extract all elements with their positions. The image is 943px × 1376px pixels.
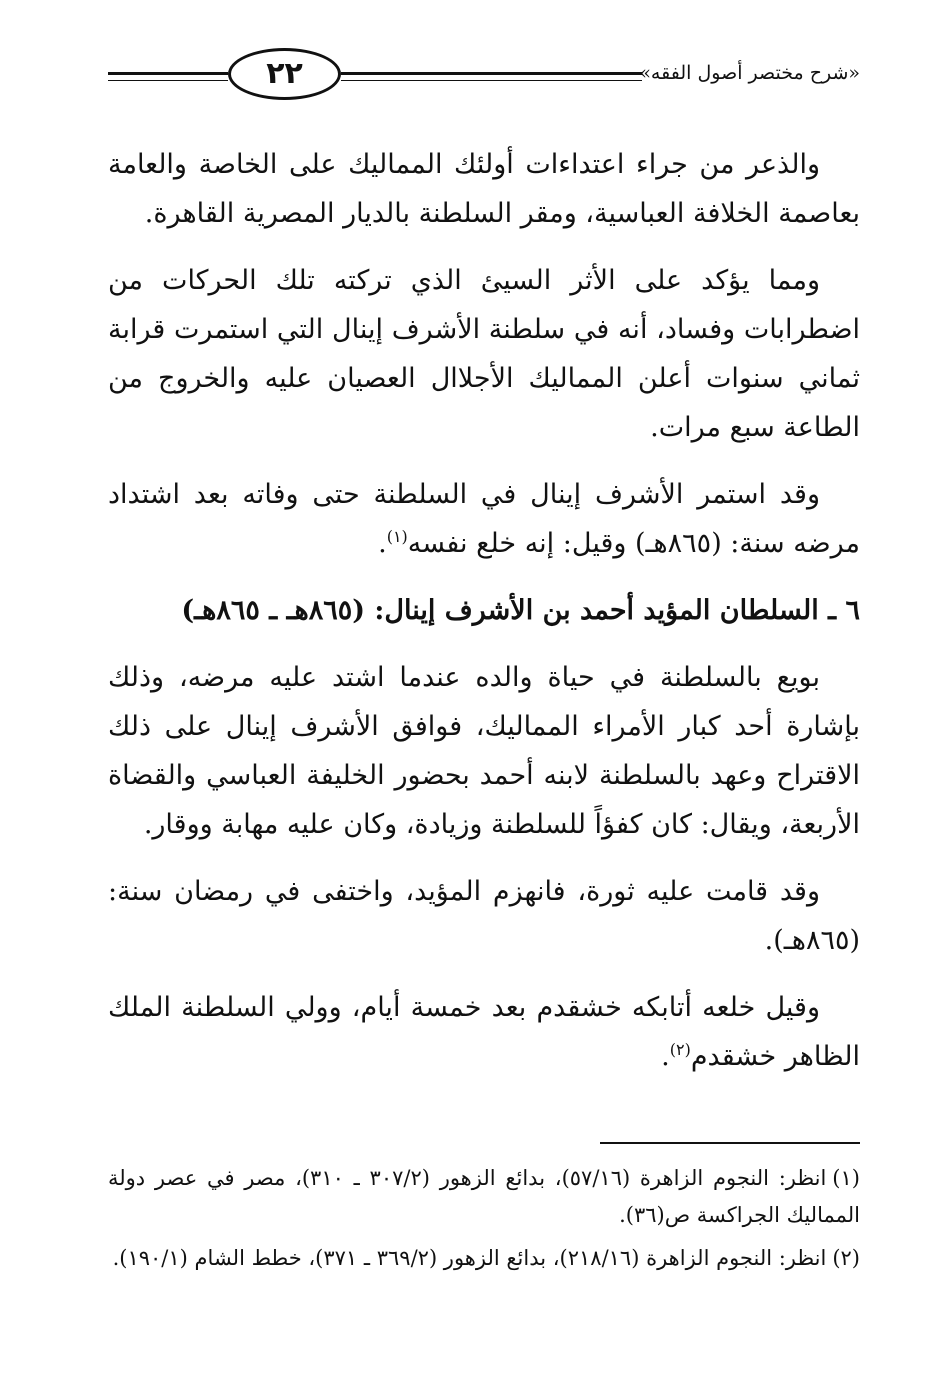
main-text [108, 140, 860, 1099]
footnote-number: (٢) [832, 1246, 860, 1270]
page-number: ٢٢ [228, 48, 341, 100]
footnote-1 [108, 1160, 860, 1234]
footnote-ref-2[interactable]: (٢) [669, 1040, 691, 1059]
paragraph-2: ومما يؤكد على الأثر السيئ الذي تركته تلك الحركات من اضطرابات وفساد، أنه في سلطنة الأشرف إينال التي استمرت قرابة ثماني سنوات أعلن المماليك الأجلاال العصيان عليه والخروج من الطاعة سبع مرات. [108, 265, 860, 443]
header-rule-left [108, 72, 228, 81]
section-heading: ٦ ـ السلطان المؤيد أحمد بن الأشرف إينال: (٨٦٥هـ ـ ٨٦٥هـ) [181, 595, 860, 626]
footnote-divider [600, 1142, 860, 1144]
paragraph-3-end: . [378, 528, 387, 559]
footnote-ref-1[interactable]: (١) [386, 527, 408, 546]
paragraph-3 [108, 470, 860, 568]
paragraph-6 [108, 983, 860, 1081]
header-rule-right [341, 72, 642, 81]
page-header [108, 48, 860, 108]
paragraph-5: وقد قامت عليه ثورة، فانهزم المؤيد، واختفى في رمضان سنة: (٨٦٥هـ). [108, 876, 860, 956]
paragraph-3-text: وقد استمر الأشرف إينال في السلطنة حتى وفاته بعد اشتداد مرضه سنة: (٨٦٥هـ) وقيل: إنه خلع نفسه [108, 479, 860, 559]
paragraph-6-text: وقيل خلعه أتابكه خشقدم بعد خمسة أيام، وولي السلطنة الملك الظاهر خشقدم [108, 992, 860, 1072]
footnote-text: انظر: النجوم الزاهرة (٥٧/١٦)، بدائع الزهور (٣٠٧/٢ ـ ٣١٠)، مصر في عصر دولة المماليك الجراكسة ص(٣٦). [108, 1166, 860, 1227]
footnote-2 [108, 1240, 860, 1277]
paragraph-4: بويع بالسلطنة في حياة والده عندما اشتد عليه مرضه، وذلك بإشارة أحد كبار الأمراء المماليك، فوافق الأشرف إينال على ذلك الاقتراح وعهد بالسلطنة لابنه أحمد بحضور الخليفة العباسي والقضاة الأربعة، ويقال: كان كفؤاً للسلطنة وزيادة، وكان عليه مهابة ووقار. [108, 662, 860, 840]
footnote-number: (١) [832, 1166, 860, 1190]
book-title: «شرح مختصر أصول الفقه» [639, 62, 860, 84]
paragraph-6-end: . [661, 1041, 670, 1072]
footnotes [108, 1160, 860, 1283]
footnote-text: انظر: النجوم الزاهرة (٢١٨/١٦)، بدائع الزهور (٣٦٩/٢ ـ ٣٧١)، خطط الشام (١٩٠/١). [112, 1246, 827, 1270]
paragraph-1: والذعر من جراء اعتداءات أولئك المماليك على الخاصة والعامة بعاصمة الخلافة العباسية، ومقر السلطنة بالديار المصرية القاهرة. [108, 149, 860, 229]
